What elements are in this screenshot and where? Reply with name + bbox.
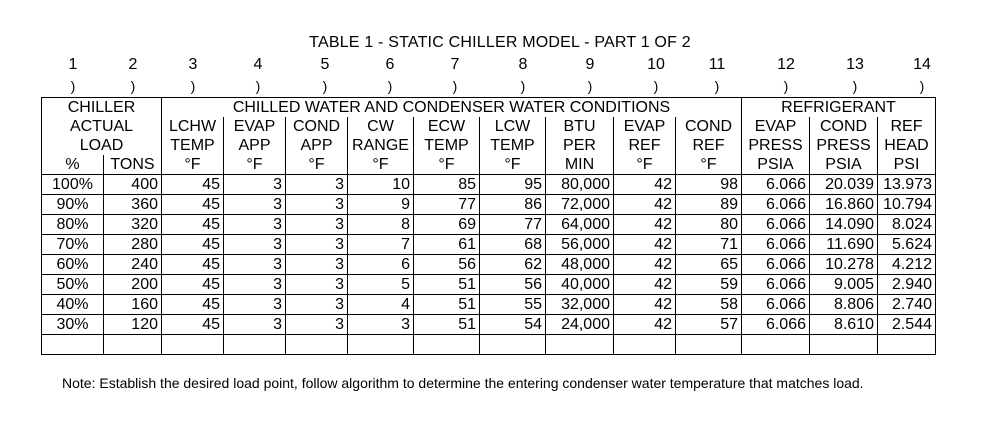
footnote: Note: Establish the desired load point, follow algorithm to determine the entering condenser water temperature that matches load. [62, 375, 864, 391]
header-unit-cell: TONS [104, 155, 162, 175]
table-cell: 3 [286, 255, 348, 275]
table-cell: 32,000 [546, 295, 614, 315]
table-cell: 4.212 [878, 255, 936, 275]
empty-cell [878, 335, 936, 355]
table-cell: 8.806 [810, 295, 878, 315]
column-number: 2 [128, 56, 138, 73]
empty-cell [480, 335, 546, 355]
column-paren-mark: ) [653, 78, 659, 94]
header-cell: ACTUAL [42, 117, 162, 136]
header-cell: PER [546, 136, 614, 155]
table-cell: 11.690 [810, 235, 878, 255]
table-cell: 45 [162, 295, 224, 315]
header-cell: REF [878, 117, 936, 136]
table-cell: 42 [614, 215, 676, 235]
table-cell: 6.066 [742, 215, 810, 235]
table-cell: 56 [480, 275, 546, 295]
table-cell: 3 [286, 295, 348, 315]
empty-cell [286, 335, 348, 355]
empty-cell [104, 335, 162, 355]
empty-cell [810, 335, 878, 355]
table-cell: 6.066 [742, 275, 810, 295]
header-group-chiller: CHILLER [42, 98, 162, 118]
table-cell: 200 [104, 275, 162, 295]
table-cell: 3 [224, 315, 286, 335]
header-unit-cell: °F [614, 155, 676, 175]
table-cell: 9 [348, 195, 414, 215]
table-cell: 3 [348, 315, 414, 335]
column-paren-mark: ) [130, 78, 136, 94]
column-number: 9 [585, 56, 595, 73]
header-unit-cell: MIN [546, 155, 614, 175]
header-cell: EVAP [224, 117, 286, 136]
header-unit-cell: PSI [878, 155, 936, 175]
empty-cell [42, 335, 104, 355]
header-cell: CW [348, 117, 414, 136]
table-cell: 3 [286, 215, 348, 235]
table-cell: 45 [162, 195, 224, 215]
empty-cell [348, 335, 414, 355]
table-cell: 40% [42, 295, 104, 315]
header-cell: EVAP [614, 117, 676, 136]
column-number: 5 [320, 56, 330, 73]
column-paren-mark: ) [520, 78, 526, 94]
table-cell: 71 [676, 235, 742, 255]
header-row [42, 117, 936, 136]
table-cell: 3 [224, 295, 286, 315]
empty-cell [614, 335, 676, 355]
table-cell: 89 [676, 195, 742, 215]
table-cell: 98 [676, 175, 742, 195]
table-cell: 3 [286, 315, 348, 335]
column-paren-mark: ) [255, 78, 261, 94]
header-cell: TEMP [162, 136, 224, 155]
table-row [42, 295, 936, 315]
header-unit-cell: PSIA [810, 155, 878, 175]
table-cell: 8.610 [810, 315, 878, 335]
header-group-refrigerant: REFRIGERANT [742, 98, 936, 118]
column-number: 14 [913, 56, 931, 73]
table-cell: 65 [676, 255, 742, 275]
column-paren-mark: ) [919, 78, 925, 94]
empty-cell [676, 335, 742, 355]
column-number: 10 [647, 56, 665, 73]
table-cell: 400 [104, 175, 162, 195]
table-cell: 80 [676, 215, 742, 235]
header-row [42, 155, 936, 175]
header-group-water-conditions: CHILLED WATER AND CONDENSER WATER CONDITIONS [162, 98, 742, 118]
table-cell: 59 [676, 275, 742, 295]
header-cell: LOAD [42, 136, 162, 155]
column-number-row [0, 56, 1000, 100]
header-cell: TEMP [414, 136, 480, 155]
table-cell: 6.066 [742, 175, 810, 195]
table-cell: 3 [286, 195, 348, 215]
table-cell: 54 [480, 315, 546, 335]
table-cell: 6.066 [742, 295, 810, 315]
table-cell: 24,000 [546, 315, 614, 335]
column-number: 6 [385, 56, 395, 73]
table-row [42, 195, 936, 215]
table-cell: 70% [42, 235, 104, 255]
table-cell: 14.090 [810, 215, 878, 235]
table-cell: 58 [676, 295, 742, 315]
table-title: TABLE 1 - STATIC CHILLER MODEL - PART 1 OF 2 [309, 34, 691, 51]
table-cell: 86 [480, 195, 546, 215]
table-cell: 30% [42, 315, 104, 335]
table-cell: 5.624 [878, 235, 936, 255]
table-cell: 2.940 [878, 275, 936, 295]
table-row [42, 235, 936, 255]
empty-cell [546, 335, 614, 355]
table-cell: 80% [42, 215, 104, 235]
table-cell: 45 [162, 235, 224, 255]
table-cell: 56 [414, 255, 480, 275]
table-row [42, 275, 936, 295]
column-paren-mark: ) [714, 78, 720, 94]
table-cell: 42 [614, 295, 676, 315]
table-cell: 85 [414, 175, 480, 195]
table-cell: 16.860 [810, 195, 878, 215]
column-paren-mark: ) [783, 78, 789, 94]
empty-cell [742, 335, 810, 355]
header-unit-cell: °F [348, 155, 414, 175]
column-paren-mark: ) [387, 78, 393, 94]
column-paren-mark: ) [587, 78, 593, 94]
header-cell: PRESS [810, 136, 878, 155]
table-row [42, 175, 936, 195]
table-cell: 4 [348, 295, 414, 315]
table-cell: 8.024 [878, 215, 936, 235]
table-cell: 51 [414, 275, 480, 295]
column-paren-mark: ) [452, 78, 458, 94]
header-cell: COND [810, 117, 878, 136]
column-number: 4 [253, 56, 263, 73]
table-cell: 56,000 [546, 235, 614, 255]
column-number: 1 [68, 56, 78, 73]
table-cell: 95 [480, 175, 546, 195]
table-cell: 60% [42, 255, 104, 275]
table-cell: 7 [348, 235, 414, 255]
table-row [42, 255, 936, 275]
table-cell: 42 [614, 315, 676, 335]
table-cell: 8 [348, 215, 414, 235]
table-cell: 68 [480, 235, 546, 255]
table-cell: 64,000 [546, 215, 614, 235]
column-number: 12 [777, 56, 795, 73]
table-cell: 62 [480, 255, 546, 275]
column-paren-mark: ) [852, 78, 858, 94]
table-cell: 5 [348, 275, 414, 295]
table-cell: 20.039 [810, 175, 878, 195]
header-unit-cell: °F [162, 155, 224, 175]
table-cell: 13.973 [878, 175, 936, 195]
table-cell: 100% [42, 175, 104, 195]
empty-cell [414, 335, 480, 355]
column-paren-mark: ) [70, 78, 76, 94]
table-cell: 3 [224, 275, 286, 295]
header-cell: COND [676, 117, 742, 136]
header-cell: COND [286, 117, 348, 136]
table-cell: 280 [104, 235, 162, 255]
table-cell: 160 [104, 295, 162, 315]
table-cell: 42 [614, 235, 676, 255]
table-cell: 45 [162, 275, 224, 295]
header-unit-cell: °F [414, 155, 480, 175]
header-cell: RANGE [348, 136, 414, 155]
table-cell: 120 [104, 315, 162, 335]
column-number: 3 [188, 56, 198, 73]
table-cell: 42 [614, 195, 676, 215]
table-cell: 45 [162, 255, 224, 275]
table-cell: 320 [104, 215, 162, 235]
header-cell: LCW [480, 117, 546, 136]
table-cell: 51 [414, 295, 480, 315]
column-number: 13 [846, 56, 864, 73]
header-unit-cell: °F [286, 155, 348, 175]
table-cell: 42 [614, 255, 676, 275]
table-cell: 3 [286, 175, 348, 195]
table-cell: 57 [676, 315, 742, 335]
header-row [42, 98, 936, 118]
header-cell: BTU [546, 117, 614, 136]
table-cell: 72,000 [546, 195, 614, 215]
header-cell: REF [614, 136, 676, 155]
header-unit-cell: °F [480, 155, 546, 175]
table-cell: 61 [414, 235, 480, 255]
header-row [42, 136, 936, 155]
header-unit-cell: °F [224, 155, 286, 175]
column-paren-mark: ) [190, 78, 196, 94]
header-cell: TEMP [480, 136, 546, 155]
table-row [42, 315, 936, 335]
table-cell: 42 [614, 275, 676, 295]
table-cell: 42 [614, 175, 676, 195]
table-cell: 10.278 [810, 255, 878, 275]
table-cell: 90% [42, 195, 104, 215]
column-number: 7 [450, 56, 460, 73]
empty-cell [162, 335, 224, 355]
header-cell: APP [286, 136, 348, 155]
header-unit-cell: °F [676, 155, 742, 175]
table-cell: 9.005 [810, 275, 878, 295]
header-unit-cell: % [42, 155, 104, 175]
header-cell: REF [676, 136, 742, 155]
table-cell: 3 [224, 195, 286, 215]
table-cell: 10.794 [878, 195, 936, 215]
table-row [42, 215, 936, 235]
table-cell: 2.544 [878, 315, 936, 335]
table-cell: 51 [414, 315, 480, 335]
column-number: 8 [518, 56, 528, 73]
column-paren-mark: ) [322, 78, 328, 94]
table-cell: 77 [480, 215, 546, 235]
header-unit-cell: PSIA [742, 155, 810, 175]
table-cell: 10 [348, 175, 414, 195]
table-cell: 77 [414, 195, 480, 215]
table-cell: 3 [224, 255, 286, 275]
table-cell: 80,000 [546, 175, 614, 195]
table-cell: 40,000 [546, 275, 614, 295]
header-cell: EVAP [742, 117, 810, 136]
header-cell: HEAD [878, 136, 936, 155]
table-cell: 45 [162, 215, 224, 235]
chiller-model-table [41, 97, 936, 355]
table-cell: 3 [224, 215, 286, 235]
table-cell: 6.066 [742, 255, 810, 275]
column-number: 11 [708, 56, 726, 73]
table-cell: 3 [224, 235, 286, 255]
table-cell: 6.066 [742, 235, 810, 255]
table-cell: 6 [348, 255, 414, 275]
header-cell: LCHW [162, 117, 224, 136]
empty-cell [224, 335, 286, 355]
table-cell: 48,000 [546, 255, 614, 275]
table-cell: 240 [104, 255, 162, 275]
table-cell: 3 [224, 175, 286, 195]
table-cell: 45 [162, 315, 224, 335]
table-cell: 45 [162, 175, 224, 195]
table-cell: 50% [42, 275, 104, 295]
table-cell: 6.066 [742, 195, 810, 215]
header-cell: APP [224, 136, 286, 155]
empty-row [42, 335, 936, 355]
table-cell: 3 [286, 275, 348, 295]
table-cell: 3 [286, 235, 348, 255]
header-cell: ECW [414, 117, 480, 136]
header-cell: PRESS [742, 136, 810, 155]
table-cell: 2.740 [878, 295, 936, 315]
table-cell: 55 [480, 295, 546, 315]
table-cell: 6.066 [742, 315, 810, 335]
table-cell: 360 [104, 195, 162, 215]
table-cell: 69 [414, 215, 480, 235]
